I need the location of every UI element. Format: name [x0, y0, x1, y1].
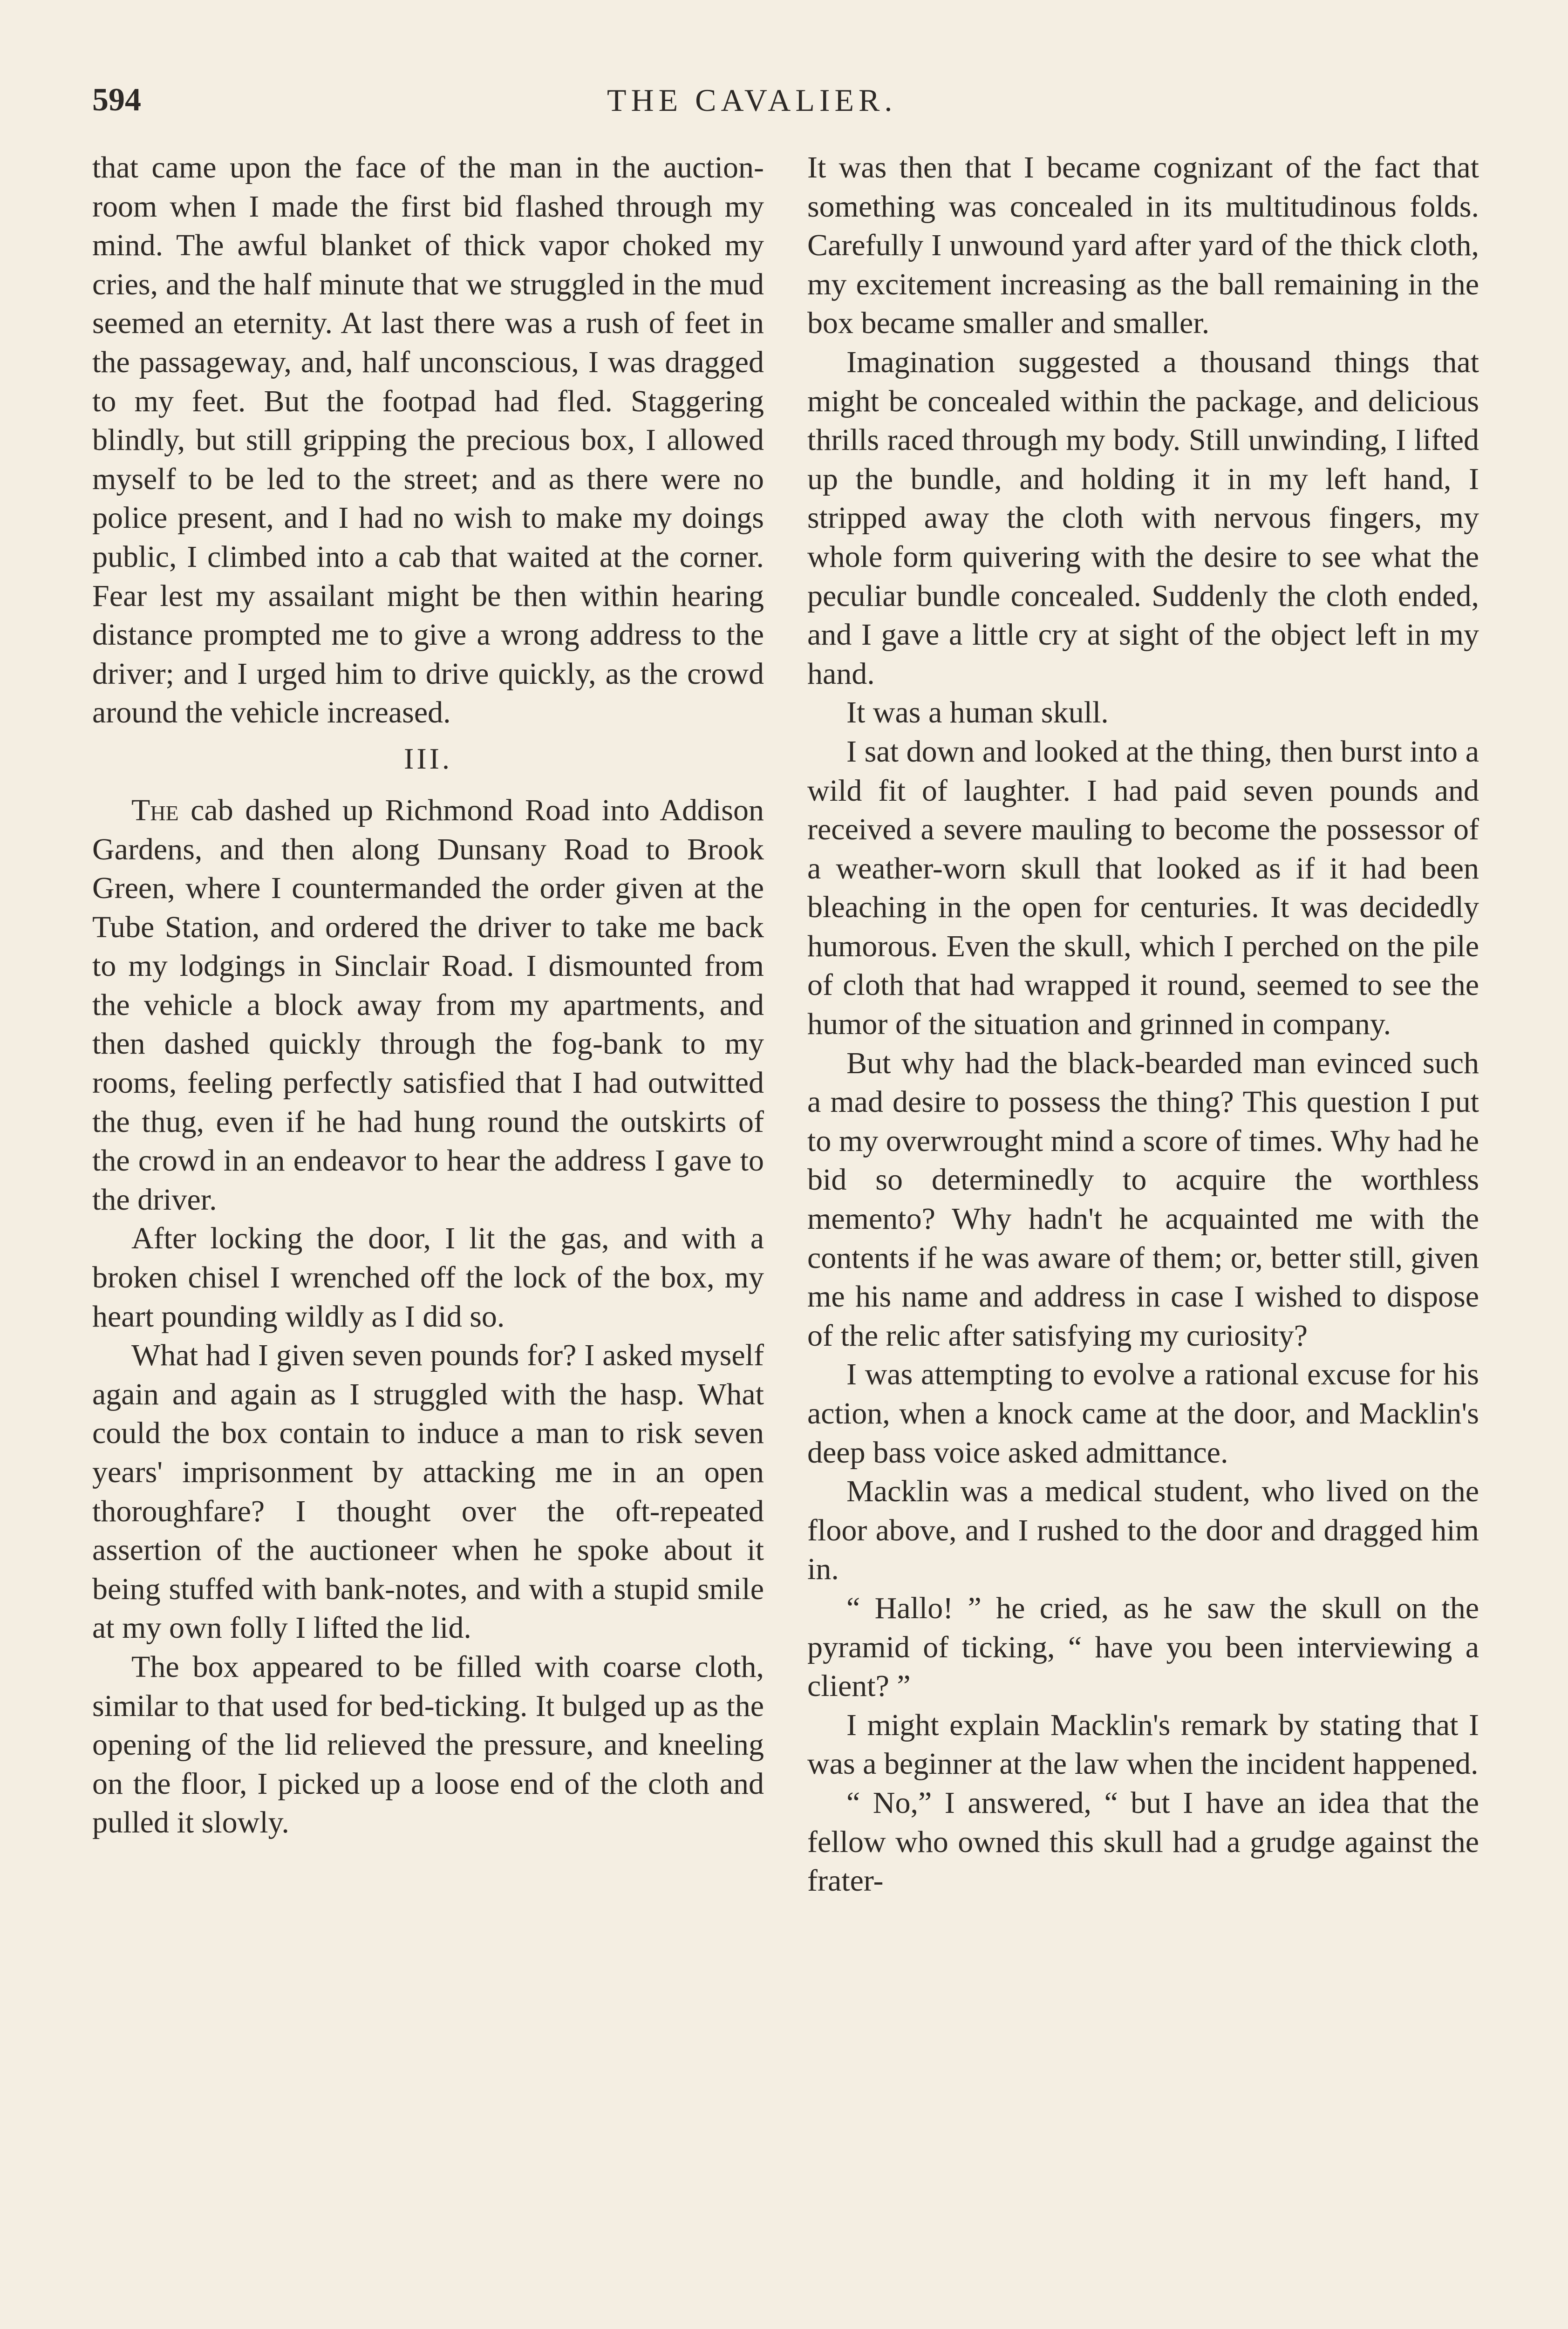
- right-paragraph-9: I might explain Macklin's remark by stating that I was a beginner at the law when the incident happened.: [807, 1708, 1479, 1781]
- left-paragraph-2: [92, 791, 764, 1219]
- right-paragraph-3: It was a human skull.: [846, 695, 1109, 730]
- right-paragraph-10: “ No,” I answered, “ but I have an idea that the fellow who owned this skull had a grudge against the frater-: [807, 1785, 1479, 1898]
- left-paragraph-2-lead: The: [131, 793, 179, 827]
- running-title: THE CAVALIER.: [607, 82, 897, 118]
- page-number: 594: [92, 82, 141, 118]
- left-paragraph-3: After locking the door, I lit the gas, and with a broken chisel I wrenched off the lock of the box, my heart pounding wildly as I did so.: [92, 1221, 764, 1334]
- left-paragraph-4: What had I given seven pounds for? I asked myself again and again as I struggled with the hasp. What could the box contain to induce a man to risk seven years' imprisonment by attacking me in an open thoroughfare? I thought over the oft-repeated assertion of the auctioneer when he spoke about it being stuffed with bank-notes, and with a stupid smile at my own folly I lifted the lid.: [92, 1338, 764, 1645]
- right-paragraph-5: But why had the black-bearded man evinced such a mad desire to possess the thing? This question I put to my overwrought mind a score of times. Why had he bid so determinedly to acquire the worthless memento? Why hadn't he acquainted me with the contents if he was aware of them; or, better still, given me his name and address in case I wished to dispose of the relic after satisfying my curiosity?: [807, 1046, 1479, 1353]
- left-column: [92, 148, 764, 1842]
- left-paragraph-2-body: cab dashed up Richmond Road into Addison Gardens, and then along Dunsany Road to Brook Green, where I countermanded the order given at the Tube Station, and ordered the driver to take me back to my lodgings in Sinclair Road. I dismounted from the vehicle a block away from my apartments, and then dashed quickly through the fog-bank to my rooms, feeling perfectly satisfied that I had outwitted the thug, even if he had hung round the outskirts of the crowd in an endeavor to hear the address I gave to the driver.: [92, 793, 764, 1217]
- section-heading: III.: [404, 742, 452, 775]
- right-paragraph-1: It was then that I became cognizant of the fact that something was concealed in its multitudinous folds. Carefully I unwound yard after yard of the thick cloth, my excitement increasing as the ball remaining in the box became smaller and smaller.: [807, 150, 1479, 340]
- right-column: [807, 148, 1479, 1900]
- right-paragraph-7: Macklin was a medical student, who lived on the floor above, and I rushed to the door and dragged him in.: [807, 1474, 1479, 1587]
- right-paragraph-2: Imagination suggested a thousand things that might be concealed within the package, and delicious thrills raced through my body. Still unwinding, I lifted up the bundle, and holding it in my left hand, I stripped away the cloth with nervous fingers, my whole form quivering with the desire to see what the peculiar bundle concealed. Suddenly the cloth ended, and I gave a little cry at sight of the object left in my hand.: [807, 345, 1479, 691]
- page-header: [92, 75, 1476, 126]
- left-paragraph-1: that came upon the face of the man in the auction-room when I made the first bid flashed through my mind. The awful blanket of thick vapor choked my cries, and the half minute that we struggled in the mud seemed an eternity. At last there was a rush of feet in the passageway, and, half unconscious, I was dragged to my feet. But the footpad had fled. Staggering blindly, but still gripping the precious box, I allowed myself to be led to the street; and as there were no police present, and I had no wish to make my doings public, I climbed into a cab that waited at the corner. Fear lest my assailant might be then within hearing distance prompted me to give a wrong address to the driver; and I urged him to drive quickly, as the crowd around the vehicle increased.: [92, 150, 764, 730]
- left-paragraph-5: The box appeared to be filled with coarse cloth, similar to that used for bed-ticking. It bulged up as the opening of the lid relieved the pressure, and kneeling on the floor, I picked up a loose end of the cloth and pulled it slowly.: [92, 1649, 764, 1840]
- right-paragraph-4: I sat down and looked at the thing, then burst into a wild fit of laughter. I had paid seven pounds and received a severe mauling to become the possessor of a weather-worn skull that looked as if it had been bleaching in the open for centuries. It was decidedly humorous. Even the skull, which I perched on the pile of cloth that had wrapped it round, seemed to see the humor of the situation and grinned in company.: [807, 734, 1479, 1042]
- right-paragraph-8: “ Hallo! ” he cried, as he saw the skull on the pyramid of ticking, “ have you been interviewing a client? ”: [807, 1591, 1479, 1703]
- right-paragraph-6: I was attempting to evolve a rational excuse for his action, when a knock came at the door, and Macklin's deep bass voice asked admittance.: [807, 1357, 1479, 1470]
